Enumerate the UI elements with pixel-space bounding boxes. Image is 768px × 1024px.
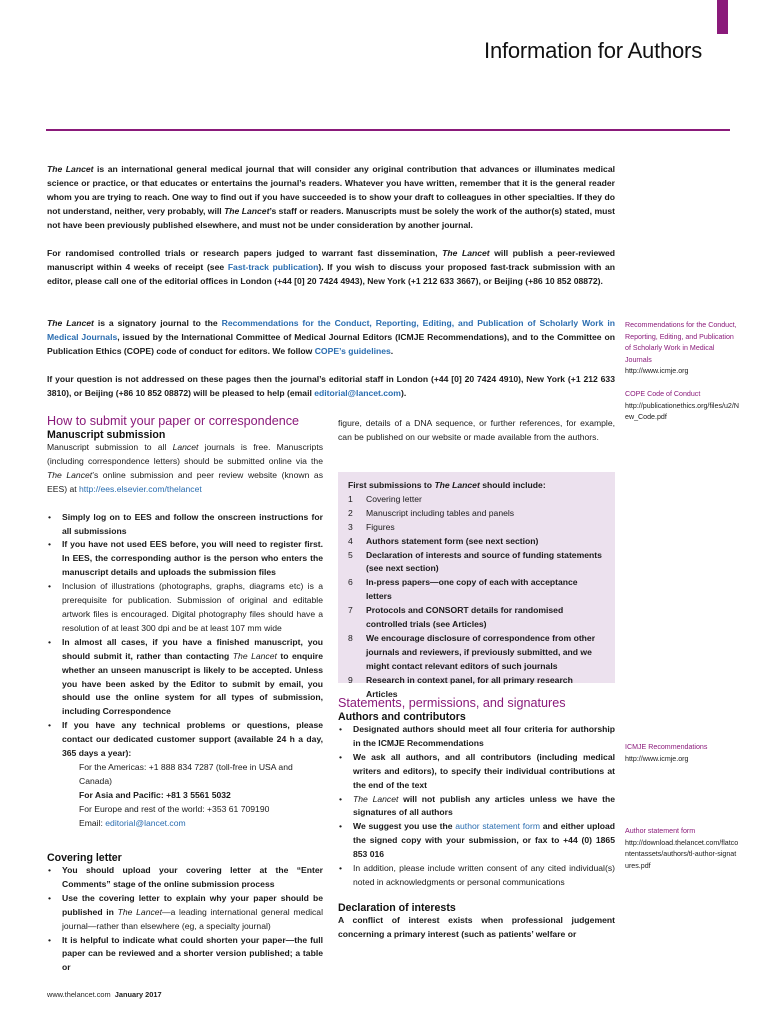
text: If your question is not addressed on these pages then the journal’s editorial staff in London (+44 [0] 20 7424 4910), New York (+1 212 633 3810), or Beijing (+86 10 852 08872) will be pleased to help (email xyxy=(47,374,615,398)
margin-note-icmje xyxy=(625,320,740,378)
list-item xyxy=(47,636,323,719)
icmje-recommendations-link[interactable]: Recommendations for the Conduct, Reporting, Editing, and Publication of Scholarly Work in Medical Journals xyxy=(47,318,615,342)
item-text: Research in context panel, for all primary research Articles xyxy=(366,674,573,699)
text: . xyxy=(390,345,394,356)
continued-paragraph: figure, details of a DNA sequence, or further references, for example, can be published on our website or made available from the authors. xyxy=(338,418,615,442)
text: to enquire whether an unseen manuscript is likely to be accepted. Unless you have been asked by the Editor to submit by email, you should use the online system for all types of submission, including Correspondence xyxy=(62,650,323,717)
cope-guidelines-link[interactable]: COPE’s guidelines xyxy=(314,345,391,356)
text: First submissions to xyxy=(348,480,435,490)
text: Email: xyxy=(79,817,106,828)
journal-name: The Lancet xyxy=(232,650,277,661)
item-text: Declaration of interests and source of funding statements (see next section) xyxy=(366,549,602,574)
text: It is helpful to indicate what could shorten your paper—the full paper can be reviewed and a shorter version published; a table or xyxy=(62,934,323,973)
item-number: 9 xyxy=(348,674,353,685)
text: , issued by the International Committee of Medical Journal Editors (ICMJE Recommendations), and to the Committee on Publication Ethics (COPE) code of conduct for editors. We follow xyxy=(47,331,615,356)
note-url[interactable]: http://www.icmje.org xyxy=(625,367,689,376)
ees-link[interactable]: http://ees.elsevier.com/thelancet xyxy=(79,483,202,494)
note-title: Recommendations for the Conduct, Reporting, Editing, and Publication of Scholarly Work in Medical Journals xyxy=(625,321,737,364)
item-number: 1 xyxy=(348,493,353,504)
covering-list xyxy=(47,864,323,975)
item-number: 7 xyxy=(348,605,353,616)
margin-note-cope xyxy=(625,389,740,424)
list-item xyxy=(338,862,615,890)
first-submissions-box xyxy=(338,472,615,699)
note-title: Author statement form xyxy=(625,827,696,835)
box-list-item xyxy=(348,576,605,604)
list-item xyxy=(47,892,323,934)
box-list-item xyxy=(348,632,605,674)
list-item xyxy=(338,723,615,751)
subheading: Covering letter xyxy=(47,852,122,864)
text: should include: xyxy=(479,480,546,490)
submission-list xyxy=(47,511,323,761)
authors-list xyxy=(338,723,615,890)
text: If you have not used EES before, you will need to register first. In EES, the corresponding author is the person who enters the manuscript details and uploads the submission files xyxy=(62,539,323,578)
item-number: 3 xyxy=(348,521,353,532)
submit-section xyxy=(47,414,323,830)
text: and either upload the signed copy with your submission, or fax to +44 (0) 1865 853 016 xyxy=(353,821,615,860)
journal-name: The Lancet xyxy=(47,164,94,174)
list-item xyxy=(47,719,323,761)
fast-track-link[interactable]: Fast-track publication xyxy=(227,261,319,272)
support-email-link[interactable]: editorial@lancet.com xyxy=(105,817,186,828)
list-item xyxy=(47,511,323,539)
text: Designated authors should meet all four criteria for authorship in the ICMJE Recommendations xyxy=(353,724,615,748)
page-title: Information for Authors xyxy=(484,38,702,63)
text: is an international general medical journal that will consider any original contribution that advances or illuminates medical science or practice, or that educates or entertains the journal’s readers. Whatever you have written, remember that it is the general reader whom you are trying to reach. One way to find out if you have succeeded is to show your draft to colleagues in other specialties. If they do not understand, neither, very probably, will xyxy=(47,164,615,216)
journal-name: Lancet xyxy=(172,442,199,452)
list-item xyxy=(47,934,323,976)
footer-site[interactable]: www.thelancet.com xyxy=(47,990,111,999)
box-list-item xyxy=(348,535,605,549)
note-url[interactable]: http://download.thelancet.com/flatcontentassets/authors/tl-author-signatures.pdf xyxy=(625,838,739,870)
text: Use the covering letter to explain why your paper should be published in xyxy=(62,892,323,917)
section-heading: How to submit your paper or correspondence xyxy=(47,414,300,428)
covering-letter-section xyxy=(47,852,323,975)
intro-paragraph-1 xyxy=(47,163,615,233)
footer xyxy=(47,990,162,999)
item-number: 5 xyxy=(348,549,353,560)
text: ). If you wish to discuss your proposed fast-track submission with an editor, please call one of the editorial offices in London (+44 [0] 20 7424 4943), New York (+1 212 633 3667), or Beijing (+86 10 852 08872). xyxy=(47,261,615,286)
journal-name: The Lancet xyxy=(353,793,399,804)
item-text: Authors statement form (see next section) xyxy=(366,535,539,546)
note-url[interactable]: http://publicationethics.org/files/u2/New_Code.pdf xyxy=(625,401,739,422)
text: Manuscript submission to all xyxy=(47,442,173,452)
text: Inclusion of illustrations (photographs, graphs, diagrams etc) is a prerequisite for publication. Submission of original and editable artwork files is encouraged. Digital photography files should have a resolution of at least 300 dpi and be at least 107 mm wide xyxy=(62,581,323,633)
list-item xyxy=(338,751,615,793)
margin-note-icmje-2 xyxy=(625,742,740,765)
text: Simply log on to EES and follow the onscreen instructions for all submissions xyxy=(62,511,323,536)
box-list-item xyxy=(348,493,605,507)
box-list-item xyxy=(348,604,605,632)
author-statement-link[interactable]: author statement form xyxy=(455,821,540,832)
text: will not publish any articles unless we have the signatures of all authors xyxy=(353,793,616,818)
header-rule xyxy=(46,129,730,131)
journal-name: The Lancet xyxy=(224,205,270,216)
contact-email xyxy=(47,817,323,831)
note-title: COPE Code of Conduct xyxy=(625,390,701,398)
text: ’s online submission and peer review website (known as EES) at xyxy=(47,469,323,494)
contact-asia: For Asia and Pacific: +81 3 5561 5032 xyxy=(79,789,231,800)
list-item xyxy=(338,793,615,821)
item-text: Covering letter xyxy=(366,493,422,504)
note-title: ICMJE Recommendations xyxy=(625,743,708,751)
contact-americas: For the Americas: +1 888 834 7287 (toll-free in USA and Canada) xyxy=(79,761,293,786)
subheading: Declaration of interests xyxy=(338,901,456,914)
text: In addition, please include written consent of any cited individual(s) noted in acknowledgments or personal communications xyxy=(353,863,615,887)
item-text: Manuscript including tables and panels xyxy=(366,507,515,518)
list-item xyxy=(47,580,323,636)
text: We suggest you use the xyxy=(353,821,456,832)
list-item xyxy=(338,820,615,862)
item-number: 2 xyxy=(348,507,353,518)
item-text: Protocols and CONSORT details for randomised controlled trials (see Articles) xyxy=(366,605,564,630)
box-list-item xyxy=(348,521,605,535)
contact-europe: For Europe and rest of the world: +353 61 709190 xyxy=(79,803,270,814)
box-list-item xyxy=(348,549,605,577)
intro-paragraph-2 xyxy=(47,247,615,289)
item-text: In-press papers—one copy of each with acceptance letters xyxy=(366,577,578,602)
statements-section xyxy=(338,696,615,942)
text: is a signatory journal to the xyxy=(93,318,222,328)
note-url[interactable]: http://www.icmje.org xyxy=(625,754,689,763)
box-title xyxy=(348,479,605,493)
subheading: Manuscript submission xyxy=(47,429,166,441)
accent-bar xyxy=(717,0,728,34)
journal-name: The Lancet xyxy=(434,480,480,490)
margin-note-author-form xyxy=(625,826,740,872)
section-heading: Statements, permissions, and signatures xyxy=(338,696,566,710)
item-text: Figures xyxy=(366,521,395,532)
subheading: Authors and contributors xyxy=(338,711,466,723)
journal-name: The Lancet xyxy=(117,906,162,917)
declaration-paragraph: A conflict of interest exists when professional judgement concerning a primary interest (such as patients’ welfare or xyxy=(338,914,615,939)
editorial-email-link[interactable]: editorial@lancet.com xyxy=(314,387,401,398)
list-item xyxy=(47,864,323,892)
journal-name: The Lancet xyxy=(47,469,93,480)
text: In almost all cases, if you have a finished manuscript, you should submit it, rather than contacting xyxy=(62,636,323,661)
box-list xyxy=(348,493,605,702)
text: ). xyxy=(400,387,407,398)
text: journals is free. Manuscripts (including correspondence letters) should be submitted online via the xyxy=(47,442,323,466)
footer-date: January 2017 xyxy=(114,990,162,999)
text: —a leading international general medical journal—rather than elsewhere (eg, a specialty journal) xyxy=(62,906,323,931)
intro-paragraph-3 xyxy=(47,317,615,359)
text: You should upload your covering letter at the “Enter Comments” stage of the online submission process xyxy=(62,865,323,889)
text: For randomised controlled trials or research papers judged to warrant fast dissemination, xyxy=(47,248,443,258)
text: We ask all authors, and all contributors (including medical writers and editors), to specify their individual contributions at the end of the text xyxy=(353,751,615,790)
item-number: 4 xyxy=(348,535,353,546)
list-item xyxy=(47,538,323,580)
journal-name: The Lancet xyxy=(442,248,490,258)
text: will publish a peer-reviewed manuscript within 4 weeks of receipt (see xyxy=(47,248,615,272)
item-number: 6 xyxy=(348,577,353,588)
submission-paragraph xyxy=(47,441,323,497)
text: ’s staff or readers. Manuscripts must be solely the work of the author(s) stated, must not have been previously published elsewhere, and must not be under consideration by another journal. xyxy=(47,205,615,230)
journal-name: The Lancet xyxy=(47,318,94,328)
box-list-item xyxy=(348,507,605,521)
item-number: 8 xyxy=(348,632,353,643)
text: If you have any technical problems or questions, please contact our dedicated customer support (available 24 h a day, 365 days a year): xyxy=(62,720,323,759)
intro-paragraph-4 xyxy=(47,373,615,401)
item-text: We encourage disclosure of correspondence from other journals and reviewers, if previously submitted, and we might contact relevant editors of such journals xyxy=(366,632,596,671)
